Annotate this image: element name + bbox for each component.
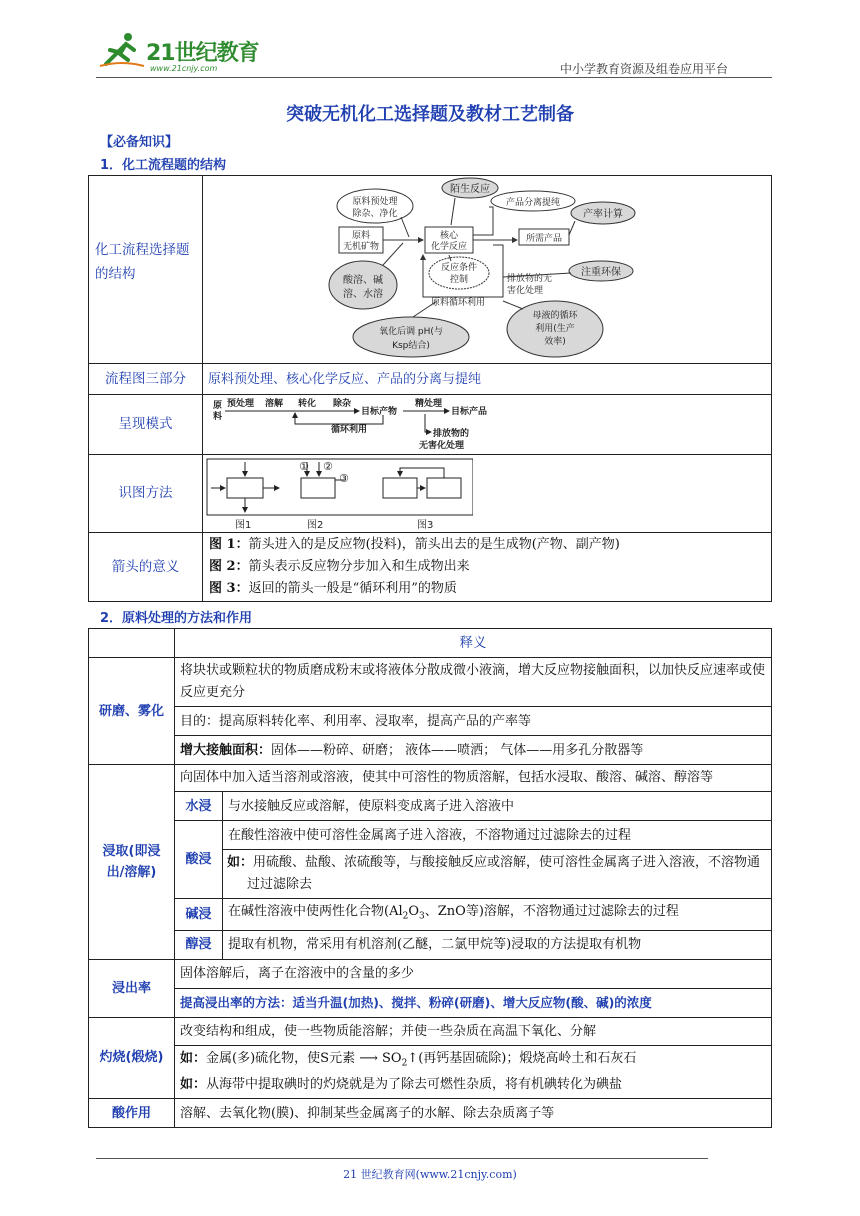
table-row [89, 395, 772, 455]
diagram-raw-preprocess-1: 原料预处理 [352, 196, 398, 207]
header-empty-cell [89, 629, 175, 658]
acid-role-text: 溶解、去氧化物(膜)、抑制某些金属离子的水解、除去杂质离子等 [175, 1099, 772, 1128]
diagram-waste-1: 排放物的无 [507, 273, 553, 284]
arrow-meaning-cell [203, 533, 772, 602]
leach-rate-line-2: 提高浸出率的方法：适当升温(加热)、搅拌、粉碎(研磨)、增大反应物(酸、碱)的浓度 [175, 988, 772, 1017]
fig1-label: 图1 [235, 519, 252, 531]
table-row [89, 959, 772, 988]
diagram-raw-1: 原料 [351, 230, 371, 241]
table-row [89, 930, 772, 959]
fig2-label: 图2 [307, 519, 324, 531]
mode-refine: 精处理 [415, 398, 443, 409]
platform-name: 中小学教育资源及组卷应用平台 [560, 62, 729, 76]
diagram-product: 所需产品 [525, 233, 563, 244]
alcohol-leach-text: 提取有机物，常采用有机溶剂(乙醚，二氯甲烷等)浸取的方法提取有机物 [223, 930, 772, 959]
table-row [89, 792, 772, 821]
calcine-line-1: 改变结构和组成，使一些物质能溶解；并使一些杂质在高温下氧化、分解 [175, 1017, 772, 1045]
water-leach-label: 水浸 [175, 792, 223, 821]
calcine-line-2: 如：金属(多)硫化物，使S元素 ⟶ $SO_2↑$(再钙基固硫除)；煅烧高岭土和石灰石 [180, 1050, 637, 1069]
calcine-lead-3: 如： [180, 1077, 207, 1093]
structure-label [89, 176, 203, 364]
col-header-meaning: 释义 [175, 629, 772, 658]
calcine-line-2a: 金属(多)硫化物，使S元素 [206, 1050, 356, 1066]
required-knowledge-label: 【必备知识】 [100, 135, 179, 150]
table-row [89, 629, 772, 658]
diagram-core-1: 核心 [439, 230, 459, 241]
calcine-line-2c: ↑(再钙基固硫除)；煅烧高岭土和石灰石 [407, 1050, 637, 1066]
water-leach-text: 与水接触反应或溶解，使原料变成离子进入溶液中 [223, 792, 772, 821]
calcine-line-3 [180, 1074, 766, 1096]
header-divider [96, 77, 772, 78]
mode-dissolve: 溶解 [265, 398, 284, 409]
diagram-mother-3: 效率) [544, 336, 566, 347]
diagram-separation: 产品分离提纯 [505, 197, 561, 208]
runner-logo-icon [98, 30, 146, 70]
diagram-reading-figures [203, 456, 473, 532]
diagram-env: 注重环保 [581, 266, 621, 278]
table-row [89, 707, 772, 736]
grind-line-3-lead: 增大接触面积： [180, 742, 272, 758]
mark-2: ② [323, 459, 333, 473]
leach-label: 浸取(即浸出/溶解) [89, 765, 175, 960]
mode-target: 目标产物 [361, 406, 398, 417]
alkali-leach-label: 碱浸 [175, 899, 223, 931]
alkali-leach-text: 在碱性溶液中使两性化合物($Al_2O_3$、ZnO等)溶解，不溶物通过过滤除去的过程 [223, 899, 772, 931]
calcine-label: 灼烧(煅烧) [89, 1017, 175, 1099]
arrow-line-3-text: 返回的箭头一般是“循环利用”的物质 [248, 581, 457, 596]
mode-waste-2: 无害化处理 [419, 440, 465, 451]
calcine-lead-2: 如： [180, 1050, 207, 1066]
diagram-mother-2: 利用(生产 [535, 323, 575, 334]
arrow-line-1-text: 箭头进入的是反应物(投料)，箭头出去的是生成物(产物、副产物) [248, 537, 620, 552]
fig3-label: 图3 [417, 519, 434, 531]
alkali-text-c: 、ZnO等)溶解，不溶物通过过滤除去的过程 [424, 904, 679, 919]
alcohol-leach-label: 醇浸 [175, 930, 223, 959]
diagram-conditions-2: 控制 [449, 274, 469, 285]
arrow-line-2-lead: 图 2： [209, 559, 249, 574]
grind-label: 研磨、雾化 [89, 658, 175, 765]
three-parts-text: 原料预处理、核心化学反应、产品的分离与提纯 [203, 364, 772, 395]
table-row [89, 455, 772, 533]
diagram-raw-preprocess-2: 除杂、净化 [352, 208, 398, 219]
acid-role-label: 酸作用 [89, 1099, 175, 1128]
grind-line-3 [175, 736, 772, 765]
section-2-heading: 2．原料处理的方法和作用 [100, 611, 253, 626]
read-method-cell [203, 455, 772, 533]
footer-divider [96, 1158, 708, 1159]
process-structure-diagram [203, 177, 771, 363]
alkali-text-b: O [408, 904, 420, 919]
mode-convert: 转化 [298, 398, 317, 409]
logo-url: www.21cnjy.com [150, 64, 218, 73]
leach-rate-label: 浸出率 [89, 959, 175, 1017]
calcine-examples [175, 1045, 772, 1099]
mark-1: ① [299, 459, 309, 473]
table-row [89, 765, 772, 792]
table-row [89, 988, 772, 1017]
mode-recycle: 循环利用 [331, 424, 368, 435]
table-row [89, 1045, 772, 1099]
table-row [89, 899, 772, 931]
arrow-line-2-text: 箭头表示反应物分步加入和生成物出来 [248, 559, 470, 574]
read-method-label: 识图方法 [89, 455, 203, 533]
grind-line-2: 目的：提高原料转化率、利用率、浸取率，提高产品的产率等 [175, 707, 772, 736]
mode-purify: 除杂 [333, 398, 352, 409]
section-1-heading: 1．化工流程题的结构 [100, 158, 227, 173]
table-row [89, 1017, 772, 1045]
arrow-line-2 [209, 556, 765, 578]
diagram-yield: 产率计算 [583, 208, 623, 220]
diagram-unfamiliar: 陌生反应 [450, 183, 490, 195]
mode-pre: 预处理 [227, 398, 255, 409]
footer-text: 21 世纪教育网(www.21cnjy.com) [343, 1168, 517, 1181]
diagram-core-2: 化学反应 [430, 241, 468, 252]
mode-raw-1: 原 [213, 400, 223, 411]
three-parts-label: 流程图三部分 [89, 364, 203, 395]
structure-diagram-cell [203, 176, 772, 364]
acid-leach-label: 酸浸 [175, 821, 223, 899]
acid-leach-example: 用硫酸、盐酸、浓硫酸等，与酸接触反应或溶解，使可溶性金属离子进入溶液，不溶物通过过滤除去 [247, 855, 761, 892]
acid-leach-text-2 [223, 850, 772, 899]
diagram-mother-1: 母液的循环 [532, 310, 578, 321]
acid-leach-text-1: 在酸性溶液中使可溶性金属离子进入溶液，不溶物通过过滤除去的过程 [223, 821, 772, 850]
table-row [89, 821, 772, 850]
leach-intro: 向固体中加入适当溶剂或溶液，使其中可溶性的物质溶解，包括水浸取、酸溶、碱溶、醇溶等 [175, 765, 772, 792]
diagram-conditions-1: 反应条件 [440, 262, 478, 273]
table-row [89, 736, 772, 765]
alkali-text-a: 在碱性溶液中使两性化合物(Al [228, 904, 403, 919]
arrow-meaning-label: 箭头的意义 [89, 533, 203, 602]
diagram-recycle: 原料循环利用 [431, 297, 486, 308]
diagram-raw-2: 无机矿物 [342, 241, 380, 252]
diagram-acid-2: 溶、水溶 [343, 288, 383, 300]
structure-label-text: 化工流程选择题的结构 [95, 242, 190, 282]
page-title: 突破无机化工选择题及教材工艺制备 [286, 104, 574, 125]
leach-rate-line-1: 固体溶解后，离子在溶液中的含量的多少 [175, 959, 772, 988]
calcine-line-2b: SO [381, 1050, 402, 1066]
diagram-oxidation-1: 氧化后调 pH(与 [379, 326, 443, 337]
grind-line-3-text: 固体——粉碎、研磨； 液体——喷洒； 气体——用多孔分散器等 [271, 742, 644, 758]
structure-table [88, 175, 772, 602]
mode-label: 呈现模式 [89, 395, 203, 455]
mark-3: ③ [339, 471, 349, 485]
mode-diagram-cell [203, 395, 772, 455]
table-row [89, 658, 772, 707]
grind-line-1: 将块状或颗粒状的物质磨成粉末或将液体分散成微小液滴，增大反应物接触面积，以加快反应速率或使反应更充分 [175, 658, 772, 707]
arrow-line-3 [209, 578, 765, 600]
arrow-right-icon: ⟶ [355, 1050, 382, 1066]
arrow-line-1-lead: 图 1： [209, 537, 249, 552]
diagram-waste-2: 害化处理 [507, 285, 544, 296]
table-row [89, 176, 772, 364]
table-row [89, 1099, 772, 1128]
table-row [89, 364, 772, 395]
calcine-line-3-text: 从海带中提取碘时的灼烧就是为了除去可燃性杂质，将有机碘转化为碘盐 [206, 1077, 623, 1093]
mode-final: 目标产品 [451, 406, 488, 417]
presentation-mode-diagram [203, 396, 503, 454]
mode-waste-1: 排放物的 [433, 428, 470, 439]
mode-raw-2: 料 [213, 411, 223, 422]
logo-text: 21世纪教育 [146, 41, 259, 66]
diagram-oxidation-2: Ksp结合) [392, 340, 430, 351]
acid-leach-lead: 如： [227, 855, 254, 870]
diagram-acid-1: 酸溶、碱 [343, 274, 383, 286]
raw-processing-table [88, 628, 772, 1128]
arrow-line-1 [209, 534, 765, 556]
table-row [89, 533, 772, 602]
arrow-line-3-lead: 图 3： [209, 581, 249, 596]
